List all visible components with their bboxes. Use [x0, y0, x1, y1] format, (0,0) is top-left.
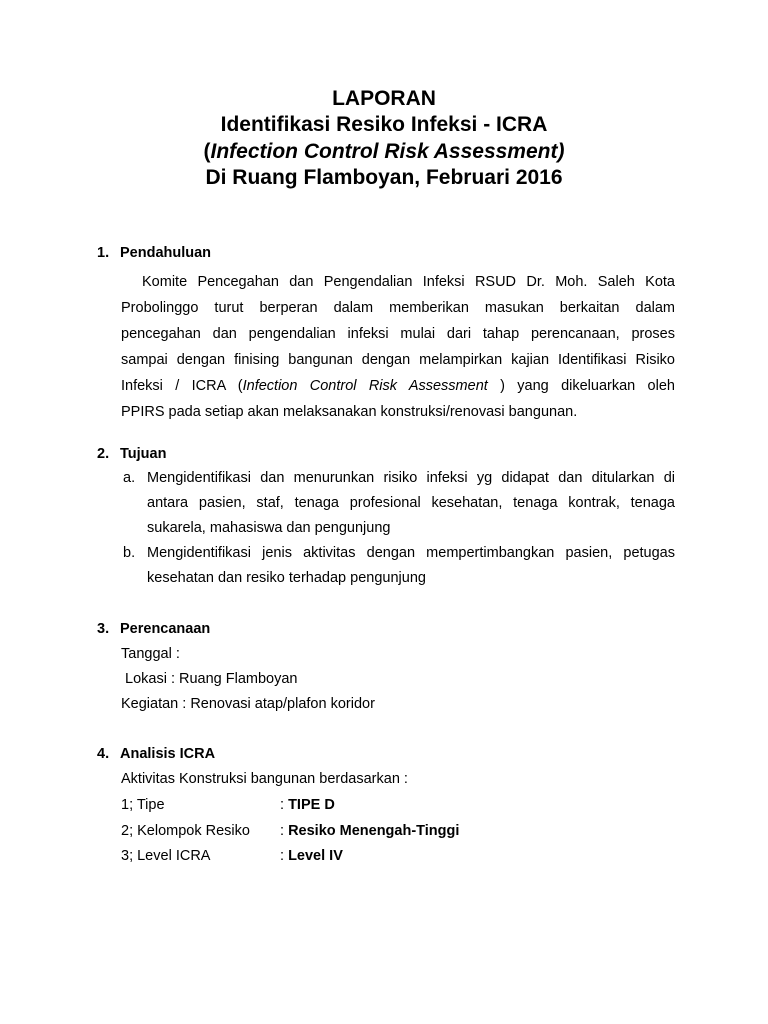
title-laporan: LAPORAN: [332, 87, 436, 110]
lokasi-line: Lokasi : Ruang Flamboyan: [125, 671, 298, 687]
list-line: Mengidentifikasi dan menurunkan risiko infeksi yg didapat dan ditularkan di: [147, 470, 675, 486]
section-1-heading: [97, 245, 211, 261]
section-title: Pendahuluan: [120, 245, 212, 261]
section-title: Analisis ICRA: [120, 746, 216, 762]
kegiatan-line: Kegiatan : Renovasi atap/plafon koridor: [121, 696, 375, 712]
title-paren: (: [203, 140, 211, 163]
paragraph-line: pencegahan dan pengendalian infeksi mulai dari tahap perencanaan, proses: [121, 326, 675, 342]
line-italic: Infection Control Risk Assessment: [242, 378, 488, 394]
tanggal-line: Tanggal :: [121, 646, 180, 662]
list-label-b: b.: [123, 545, 136, 561]
row-label: 3; Level ICRA: [121, 848, 211, 864]
row-value-text: TIPE D: [288, 797, 335, 813]
analysis-intro: Aktivitas Konstruksi bangunan berdasarkan :: [121, 771, 408, 787]
row-value-text: Resiko Menengah-Tinggi: [288, 823, 460, 839]
list-label-a: a.: [123, 470, 136, 486]
title-italic-text: Infection Control Risk Assessment): [210, 140, 565, 163]
row-label: 1; Tipe: [121, 797, 165, 813]
row-value: [280, 823, 459, 839]
title-location-date: Di Ruang Flamboyan, Februari 2016: [205, 166, 563, 189]
paragraph-line: [121, 378, 675, 394]
list-line: kesehatan dan resiko terhadap pengunjung: [147, 570, 426, 586]
section-number: 2.: [97, 446, 110, 462]
row-value: [280, 848, 343, 864]
line-text: ) yang dikeluarkan oleh: [487, 378, 675, 394]
list-line: sukarela, mahasiswa dan pengunjung: [147, 520, 391, 536]
section-number: 4.: [97, 746, 110, 762]
row-value-text: Level IV: [288, 848, 343, 864]
section-2-heading: [97, 446, 166, 462]
paragraph-line: Komite Pencegahan dan Pengendalian Infeksi RSUD Dr. Moh. Saleh Kota: [142, 274, 675, 290]
list-line: antara pasien, staf, tenaga profesional kesehatan, tenaga kontrak, tenaga: [147, 495, 675, 511]
title-icra-full: [0, 139, 768, 165]
paragraph-line: PPIRS pada setiap akan melaksanakan konstruksi/renovasi bangunan.: [121, 404, 578, 420]
title-subject: Identifikasi Resiko Infeksi - ICRA: [220, 113, 548, 136]
row-value: [280, 797, 335, 813]
row-label: 2; Kelompok Resiko: [121, 823, 250, 839]
paragraph-line: Probolinggo turut berperan dalam memberikan masukan berkaitan dalam: [121, 300, 675, 316]
row-colon: :: [280, 848, 285, 864]
list-line: Mengidentifikasi jenis aktivitas dengan mempertimbangkan pasien, petugas: [147, 545, 675, 561]
row-colon: :: [280, 823, 285, 839]
section-title: Perencanaan: [120, 621, 211, 637]
paragraph-line: sampai dengan finising bangunan dengan melampirkan kajian Identifikasi Risiko: [121, 352, 675, 368]
section-4-heading: [97, 746, 215, 762]
section-number: 1.: [97, 245, 110, 261]
section-title: Tujuan: [120, 446, 167, 462]
line-text: Infeksi / ICRA (: [121, 378, 243, 394]
section-number: 3.: [97, 621, 110, 637]
section-3-heading: [97, 621, 210, 637]
row-colon: :: [280, 797, 285, 813]
